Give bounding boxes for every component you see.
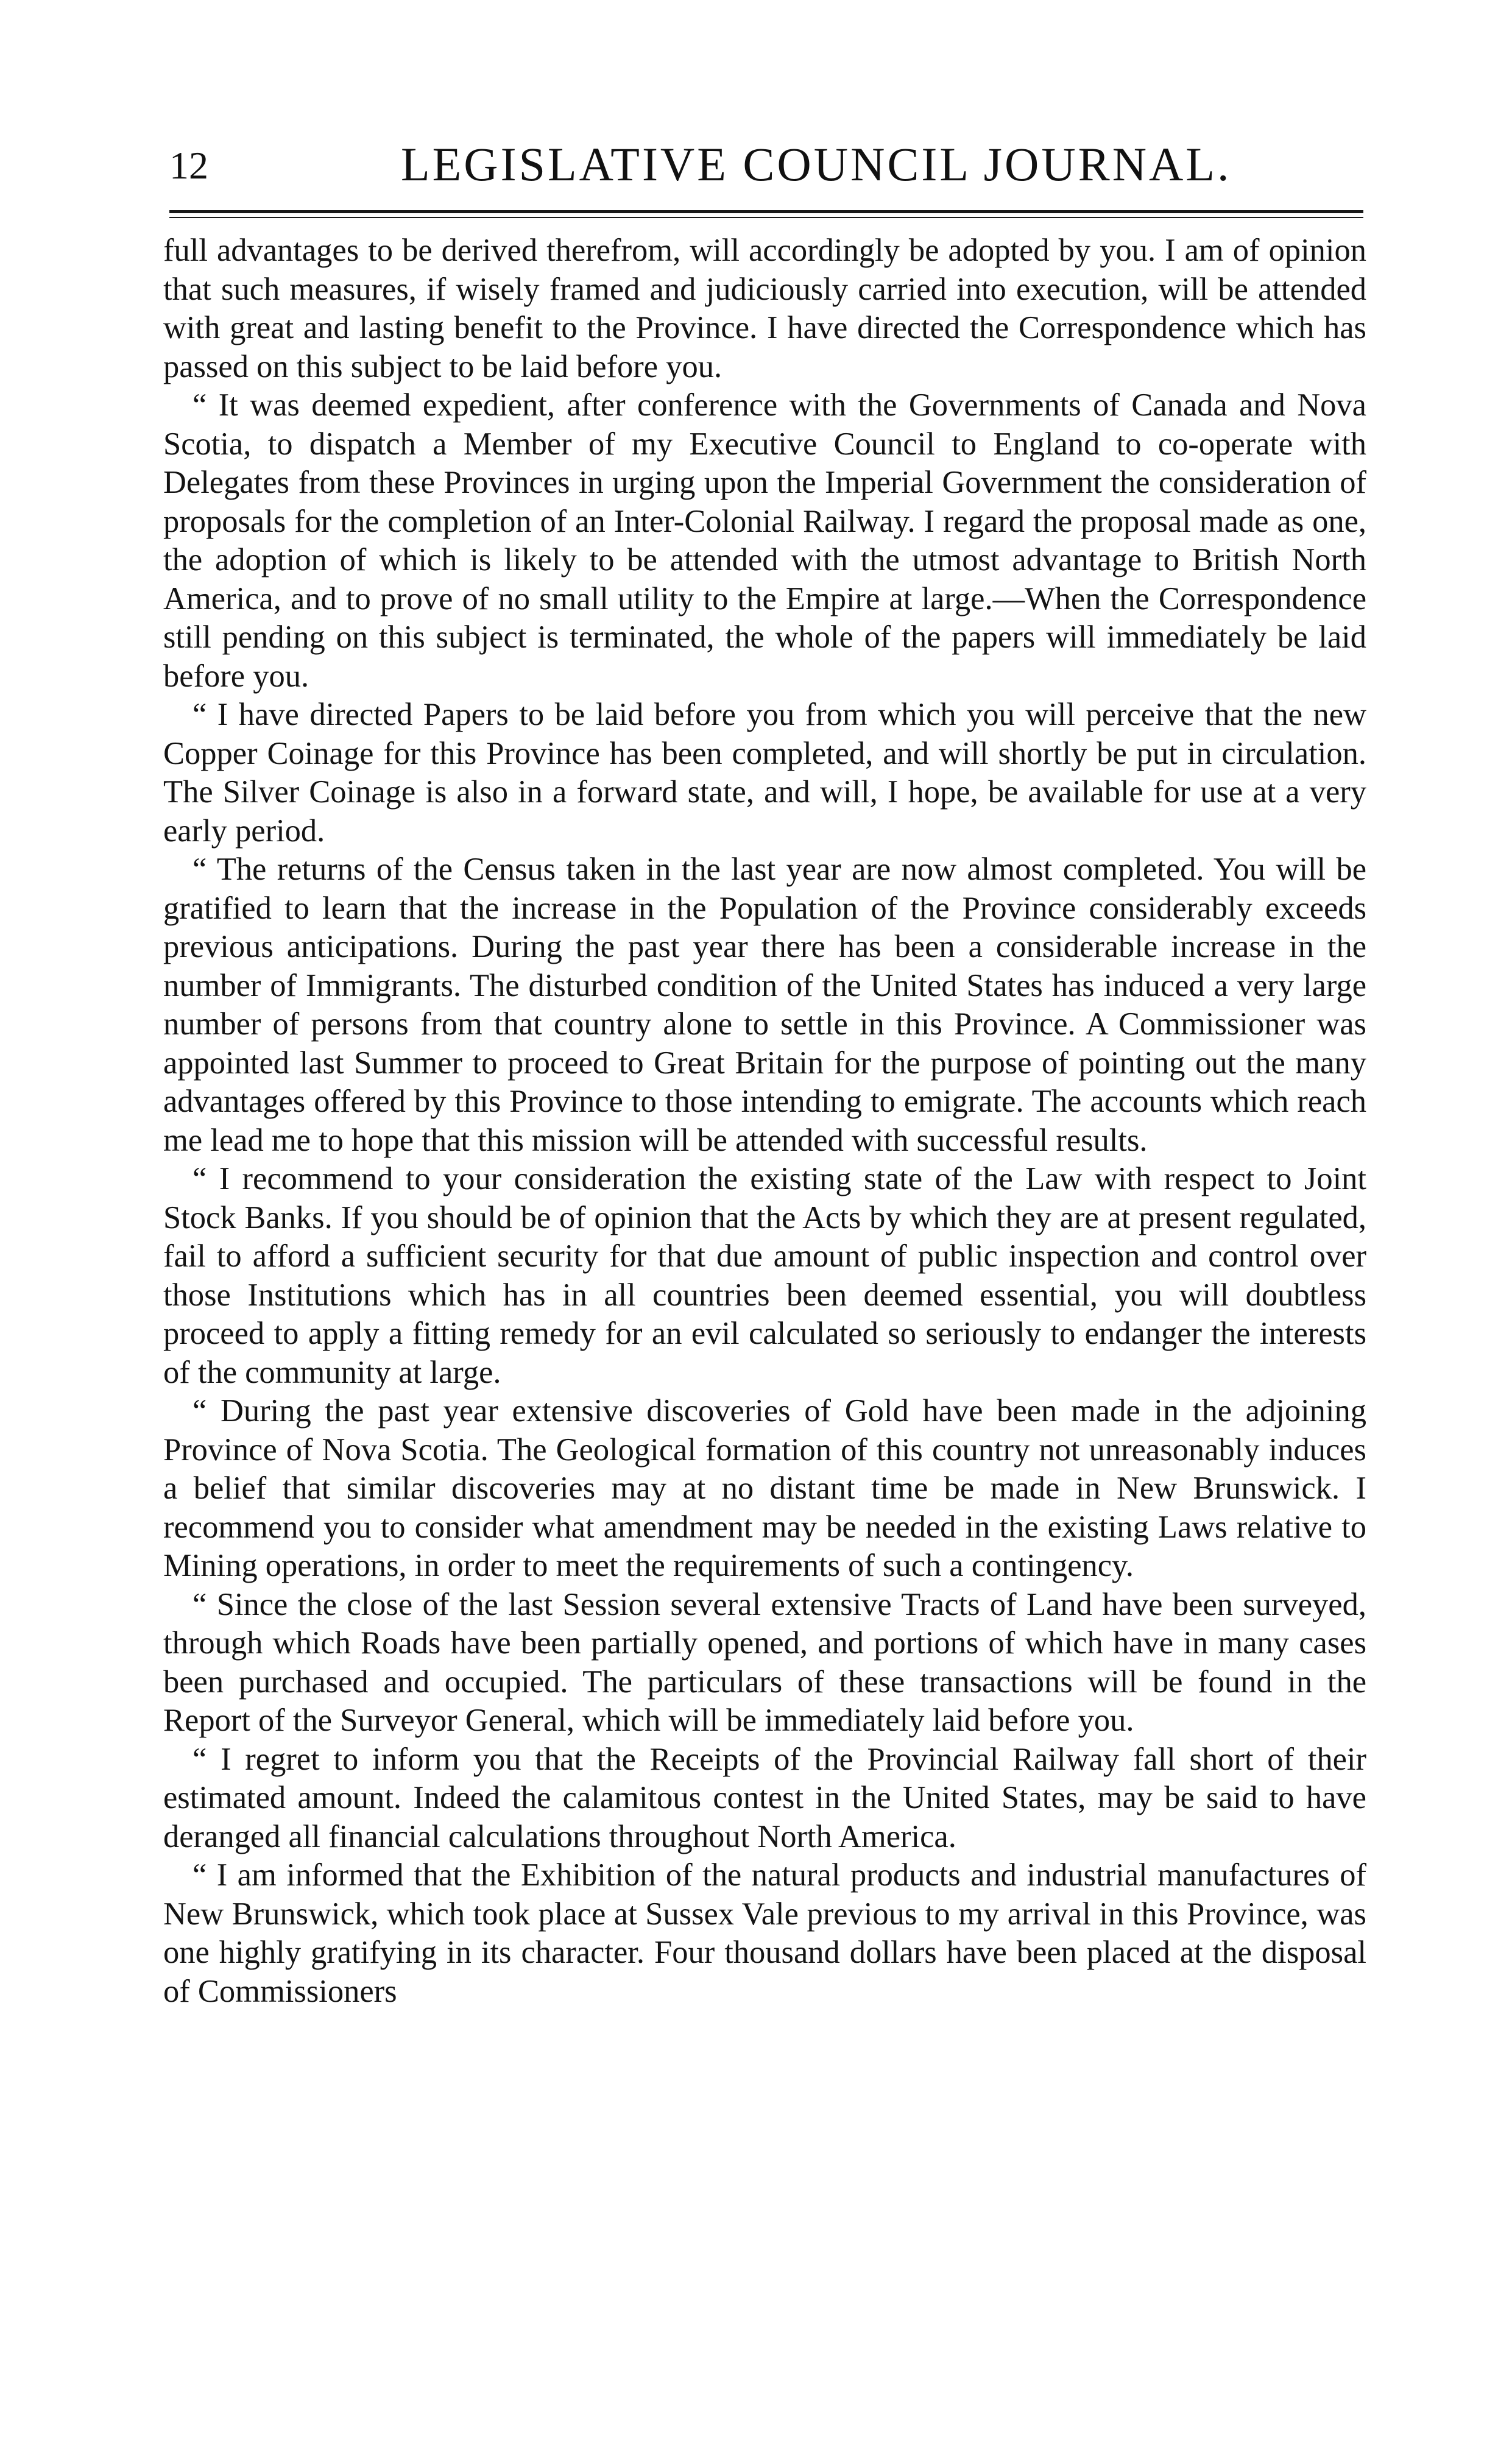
page-number: 12 [169, 144, 208, 187]
paragraph-land: “ Since the close of the last Session several extensive Tracts of Land have been surveyed, through which Roads have been partially opened, and portions of which have in many cases been purchased and occupied. The particulars of these transactions will be found in the Report of the Surveyor General, which will be immediately laid before you. [163, 1586, 1366, 1738]
paragraph-census: “ The returns of the Census taken in the last year are now almost completed. You will be gratified to learn that the increase in the Population of the Province considerably exceeds previous anticipations. During the past year there has been a considerable increase in the number of Immigrants. The disturbed condition of the United States has induced a very large number of persons from that country alone to settle in this Province. A Commissioner was appointed last Summer to proceed to Great Britain for the purpose of pointing out the many advantages offered by this Province to those intending to emigrate. The accounts which reach me lead me to hope that this mission will be attended with successful results. [163, 852, 1366, 1158]
header-rule-thin [169, 217, 1363, 218]
paragraph-railway: “ It was deemed expedient, after conference with the Governments of Canada and Nova Scotia, to dispatch a Member of my Executive Council to England to co-operate with Delegates from these Provinces in urging upon the Imperial Government the consideration of proposals for the completion of an Inter-Colonial Railway. I regard the proposal made as one, the adoption of which is likely to be attended with the utmost advantage to British North America, and to prove of no small utility to the Empire at large.—When the Correspondence still pending on this subject is terminated, the whole of the papers will immediately be laid before you. [163, 387, 1366, 694]
paragraph-exhibition: “ I am informed that the Exhibition of the natural products and industrial manufactures of New Brunswick, which took place at Sussex Vale previous to my arrival in this Province, was one highly gratifying in its character. Four thousand dollars have been placed at the disposal of Commissioners [163, 1857, 1366, 2009]
journal-title: LEGISLATIVE COUNCIL JOURNAL. [401, 138, 1232, 191]
header-rule [169, 210, 1363, 213]
body-text [163, 231, 1366, 2011]
paragraph-continuation: full advantages to be derived therefrom, will accordingly be adopted by you. I am of opinion that such measures, if wisely framed and judiciously carried into execution, will be attended with great and lasting benefit to the Province. I have directed the Correspondence which has passed on this subject to be laid before you. [163, 233, 1366, 384]
paragraph-gold: “ During the past year extensive discoveries of Gold have been made in the adjoining Province of Nova Scotia. The Geological formation of this country not unreasonably induces a belief that similar discoveries may at no distant time be made in New Brunswick. I recommend you to consider what amendment may be needed in the existing Laws relative to Mining operations, in order to meet the requirements of such a contingency. [163, 1393, 1366, 1583]
paragraph-railway-receipts: “ I regret to inform you that the Receipts of the Provincial Railway fall short of their estimated amount. Indeed the calamitous contest in the United States, may be said to have deranged all financial calculations throughout North America. [163, 1741, 1366, 1854]
paragraph-banks: “ I recommend to your consideration the existing state of the Law with respect to Joint Stock Banks. If you should be of opinion that the Acts by which they are at present regulated, fail to afford a sufficient security for that due amount of public inspection and control over those Institutions which has in all countries been deemed essential, you will doubtless proceed to apply a fitting remedy for an evil calculated so seriously to endanger the interests of the community at large. [163, 1161, 1366, 1390]
paragraph-coinage: “ I have directed Papers to be laid before you from which you will perceive that the new Copper Coinage for this Province has been completed, and will shortly be put in circulation. The Silver Coinage is also in a forward state, and will, I hope, be available for use at a very early period. [163, 697, 1366, 849]
running-head [169, 137, 1363, 204]
